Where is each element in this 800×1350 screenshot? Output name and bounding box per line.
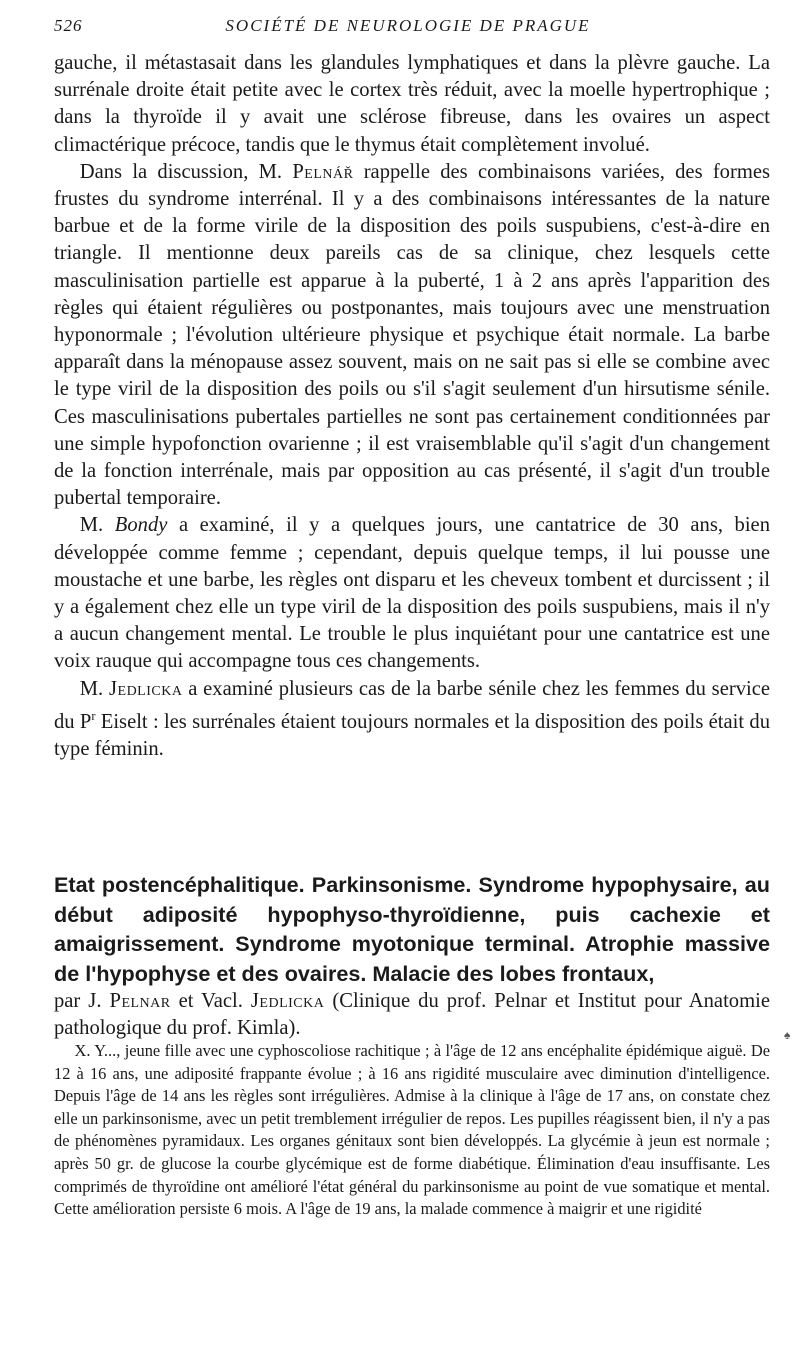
authors-suffix: (Clinique du prof. Pelnar et Institut pour Anatomie pathologique du prof. Kimla). bbox=[54, 990, 770, 1039]
case-paragraph: X. Y..., jeune fille avec une cyphoscoliose rachitique ; à l'âge de 12 ans encéphalite épidémique aiguë. De 12 à 16 ans, une adiposité frappante évolue ; à 16 ans rigidité musculaire avec diminution d'intelligence. Depuis l'âge de 14 ans les règles sont irrégulières. Admise à la clinique à l'âge de 17 ans, on constate chez elle un parkinsonisme, avec un petit tremblement irrégulier de repos. Les pupilles réagissent bien, il n'y a pas de phénomènes pyramidaux. Les organes génitaux sont bien développés. La glycémie à jeun est normale ; après 50 gr. de glucose la courbe glycémique est de forme diabétique. Élimination d'eau insuffisante. Les comprimés de thyroïdine ont amélioré l'état général du parkinsonisme au point de vue somatique et mental. Cette amélioration persiste 6 mois. A l'âge de 19 ans, la malade commence à maigrir et une rigidité bbox=[54, 1041, 770, 1219]
paragraph-pelnar-discussion bbox=[54, 159, 770, 513]
speaker-name: Bondy bbox=[114, 514, 168, 537]
author-name: Pelnar bbox=[109, 990, 171, 1012]
authors-prefix: par J. bbox=[54, 990, 110, 1012]
paragraph-body-end: Eiselt : les surrénales étaient toujours normales et la disposition des poils était du type féminin. bbox=[54, 710, 770, 760]
paragraph-jedlicka-discussion bbox=[54, 676, 770, 763]
section-authors bbox=[54, 988, 770, 1042]
case-report bbox=[54, 1040, 770, 1221]
author-name: Jedlicka bbox=[250, 990, 325, 1012]
page-header bbox=[48, 16, 768, 40]
paragraph-lead: M. bbox=[79, 514, 115, 537]
authors-mid: et Vacl. bbox=[170, 990, 251, 1012]
paragraph-lead: Dans la discussion, M. bbox=[79, 160, 293, 183]
discussion-text bbox=[54, 50, 770, 763]
speaker-name: Pelnář bbox=[292, 160, 354, 183]
paragraph-body: a examiné plusieurs cas de la barbe sénile chez les femmes du service du P bbox=[54, 677, 770, 733]
paragraph-lead: M. bbox=[79, 677, 109, 700]
section-title: Etat postencéphalitique. Parkinsonisme. Syndrome hypophysaire, au début adiposité hypophyso-thyroïdienne, puis cachexie et amaigrissement. Syndrome myotonique terminal. Atrophie massive de l'hypophyse et des ovaires. Malacie des lobes frontaux, bbox=[54, 872, 770, 986]
paragraph-body: a examiné, il y a quelques jours, une cantatrice de 30 ans, bien développée comme femme ; cependant, depuis quelque temps, il lui pousse une moustache et une barbe, les règles ont disparu et les cheveux tombent et durcissent ; il y a également chez elle un type viril de la disposition des poils suspubiens, mais il n'y a aucun changement mental. Le trouble le plus inquiétant pour une cantatrice est une voix rauque qui accompagne tous ces changements. bbox=[54, 514, 770, 673]
paragraph-autopsy-findings: gauche, il métastasait dans les glandules lymphatiques et dans la plèvre gauche. La surrénale droite était petite avec le cortex très réduit, avec la moelle hypertrophique ; dans la thyroïde il y avait une sclérose fibreuse, dans les ovaires un aspect climactérique précoce, tandis que le thymus était complètement involué. bbox=[54, 52, 770, 156]
running-head: SOCIÉTÉ DE NEUROLOGIE DE PRAGUE bbox=[225, 16, 591, 35]
paragraph-bondy-discussion bbox=[54, 512, 770, 675]
speaker-name: Jedlicka bbox=[109, 677, 183, 700]
paragraph-body: rappelle des combinaisons variées, des formes frustes du syndrome interrénal. Il y a des combinaisons intéressantes de la nature barbue et de la forme virile de la disposition des poils suspubiens, c'est-à-dire en triangle. Il mentionne deux pareils cas de sa clinique, chez lesquels cette masculinisation partielle est apparue à la puberté, 1 à 2 ans après l'apparition des règles qui étaient régulières ou postponantes, mais toujours avec une menstruation hyponormale ; l'évolution ultérieure physique et psychique était normale. La barbe apparaît dans la ménopause assez souvent, mais on ne sait pas si elle se combine avec le type viril de la disposition des poils ou s'il s'agit seulement d'un hirsutisme sénile. Ces masculinisations pubertales partielles ne sont pas certainement conditionnées par une simple hypofonction ovarienne ; il est vraisemblable qu'il s'agit d'un changement de la fonction interrénale, mais par opposition au cas présenté, il s'agit d'un trouble pubertal temporaire. bbox=[54, 160, 771, 510]
page-number: 526 bbox=[54, 16, 83, 35]
margin-mark: ♠ bbox=[784, 1028, 791, 1042]
superscript: r bbox=[91, 708, 96, 723]
